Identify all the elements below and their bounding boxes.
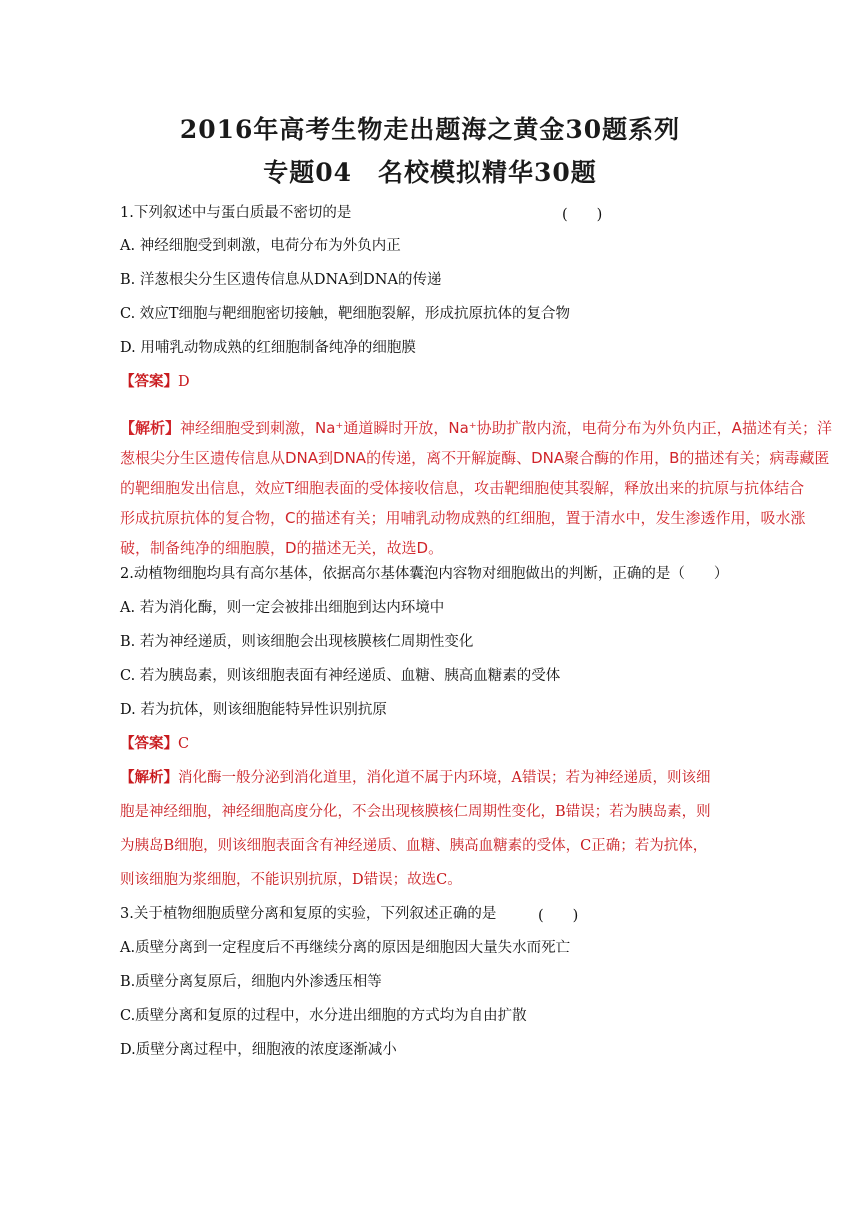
q2-analysis-label: 【解析】 — [120, 769, 178, 786]
q1-option-a: A. 神经细胞受到刺激，电荷分布为外负内正 — [120, 238, 401, 254]
document-subtitle: 专题04 名校模拟精华30题 — [263, 158, 597, 187]
q1-analysis-line-2: 葱根尖分生区遗传信息从DNA到DNA的传递，离不开解旋酶、DNA聚合酶的作用，B的描述有关；病毒藏匿 — [120, 449, 830, 467]
q2-option-c: C. 若为胰岛素，则该细胞表面有神经递质、血糖、胰高血糖素的受体 — [120, 668, 561, 684]
q1-answer-label: 【答案】 — [120, 373, 178, 390]
q3-option-c: C.质壁分离和复原的过程中，水分进出细胞的方式均为自由扩散 — [120, 1008, 527, 1024]
q2-option-a: A. 若为消化酶，则一定会被排出细胞到达内环境中 — [120, 600, 445, 616]
q3-option-d: D.质壁分离过程中，细胞液的浓度逐渐减小 — [120, 1042, 397, 1058]
q1-analysis-line-1: 【解析】神经细胞受到刺激，Na⁺通道瞬时开放，Na⁺协助扩散内流，电荷分布为外负内正，A描述有关；洋 — [120, 419, 832, 437]
q2-answer — [120, 734, 189, 754]
q1-analysis — [120, 413, 836, 563]
q2-stem: 2.动植物细胞均具有高尔基体，依据高尔基体囊泡内容物对细胞做出的判断，正确的是（ ） — [120, 566, 729, 582]
q1-analysis-line-5: 破，制备纯净的细胞膜，D的描述无关，故选D。 — [120, 539, 444, 557]
q2-analysis-line-4: 则该细胞为浆细胞，不能识别抗原，D错误；故选C。 — [120, 872, 462, 888]
q1-analysis-label: 【解析】 — [120, 419, 181, 437]
q3-option-a: A.质壁分离到一定程度后不再继续分离的原因是细胞因大量失水而死亡 — [120, 940, 571, 956]
document-title: 2016年高考生物走出题海之黄金30题系列 — [179, 115, 681, 144]
q2-option-d: D. 若为抗体，则该细胞能特异性识别抗原 — [120, 702, 387, 718]
q1-answer — [120, 372, 190, 392]
q1-option-b: B. 洋葱根尖分生区遗传信息从DNA到DNA的传递 — [120, 272, 442, 288]
q1-answer-value: D — [178, 374, 190, 390]
q2-option-b: B. 若为神经递质，则该细胞会出现核膜核仁周期性变化 — [120, 634, 474, 650]
q3-stem: 3.关于植物细胞质壁分离和复原的实验，下列叙述正确的是 — [120, 906, 497, 922]
q1-stem: 1.下列叙述中与蛋白质最不密切的是 — [120, 205, 352, 221]
q3-answer-bracket: ( ) — [538, 908, 579, 924]
q1-answer-bracket: ( ) — [562, 207, 603, 223]
q1-option-c: C. 效应T细胞与靶细胞密切接触，靶细胞裂解，形成抗原抗体的复合物 — [120, 306, 570, 322]
q1-analysis-line-3: 的靶细胞发出信息，效应T细胞表面的受体接收信息，攻击靶细胞使其裂解，释放出来的抗原与抗体结合 — [120, 479, 805, 497]
q2-analysis-line-2: 胞是神经细胞，神经细胞高度分化，不会出现核膜核仁周期性变化，B错误；若为胰岛素，则 — [120, 804, 711, 820]
q3-option-b: B.质壁分离复原后，细胞内外渗透压相等 — [120, 974, 382, 990]
q2-analysis-line-1: 【解析】消化酶一般分泌到消化道里，消化道不属于内环境，A错误；若为神经递质，则该细 — [120, 769, 711, 786]
q2-answer-value: C — [178, 736, 190, 752]
q1-option-d: D. 用哺乳动物成熟的红细胞制备纯净的细胞膜 — [120, 340, 416, 356]
q2-analysis-line-3: 为胰岛B细胞，则该细胞表面含有神经递质、血糖、胰高血糖素的受体，C正确；若为抗体， — [120, 838, 708, 854]
q2-answer-label: 【答案】 — [120, 735, 178, 752]
q1-analysis-line-4: 形成抗原抗体的复合物，C的描述有关；用哺乳动物成熟的红细胞，置于清水中，发生渗透作用，吸水涨 — [120, 509, 806, 527]
